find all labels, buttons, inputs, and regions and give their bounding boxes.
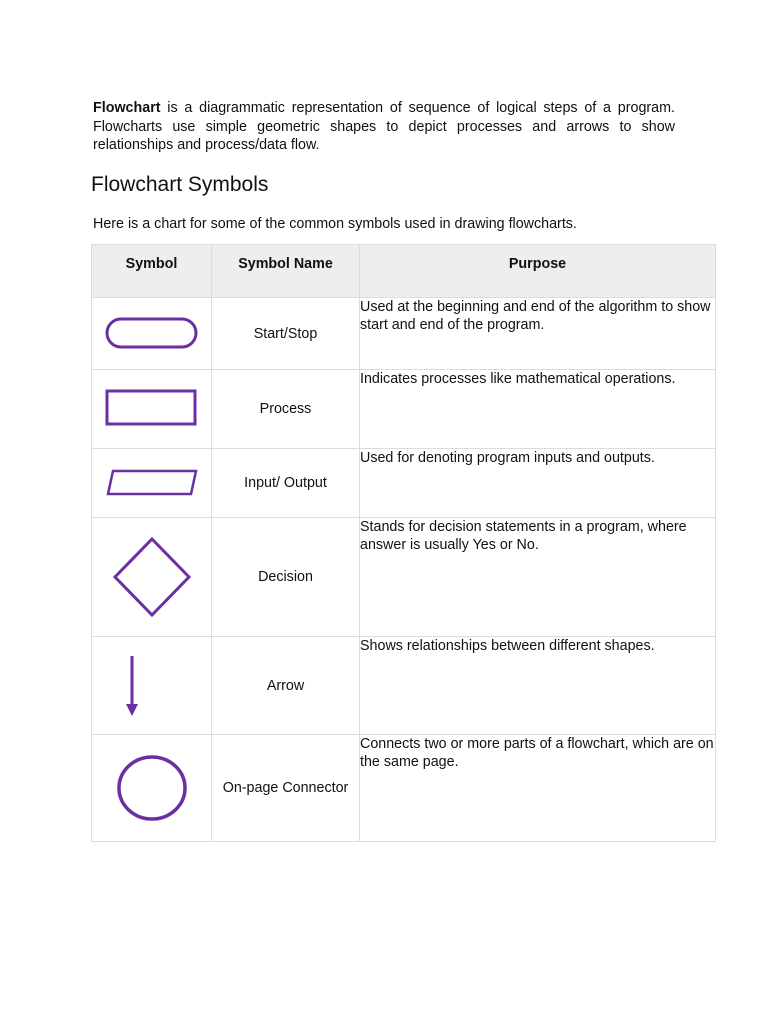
table-row — [92, 449, 716, 518]
symbol-name: Start/Stop — [212, 298, 360, 370]
symbol-name: On-page Connector — [212, 735, 360, 842]
terminator-shape-icon — [105, 317, 199, 351]
diamond-shape-icon — [111, 536, 193, 618]
symbol-purpose: Stands for decision statements in a program, where answer is usually Yes or No. — [360, 518, 716, 637]
symbol-name: Decision — [212, 518, 360, 637]
header-symbol-name: Symbol Name — [212, 245, 360, 298]
rectangle-shape-icon — [105, 389, 199, 429]
table-row — [92, 518, 716, 637]
symbol-name: Process — [212, 370, 360, 449]
table-row — [92, 637, 716, 735]
symbol-cell — [92, 735, 212, 842]
parallelogram-shape-icon — [105, 468, 199, 498]
symbol-purpose: Connects two or more parts of a flowchart, which are on the same page. — [360, 735, 716, 842]
header-symbol: Symbol — [92, 245, 212, 298]
table-header-row — [92, 245, 716, 298]
intro-paragraph — [93, 99, 675, 155]
symbol-cell — [92, 298, 212, 370]
symbol-cell — [92, 637, 212, 735]
lead-text: Here is a chart for some of the common symbols used in drawing flowcharts. — [93, 216, 577, 232]
table-row — [92, 735, 716, 842]
section-heading: Flowchart Symbols — [91, 173, 269, 196]
intro-term: Flowchart — [93, 100, 161, 116]
symbols-table — [91, 244, 716, 842]
table-row — [92, 298, 716, 370]
symbol-name: Input/ Output — [212, 449, 360, 518]
symbol-purpose: Shows relationships between different shapes. — [360, 637, 716, 735]
arrow-down-icon — [122, 654, 142, 718]
symbol-cell — [92, 449, 212, 518]
intro-text: is a diagrammatic representation of sequence of logical steps of a program. Flowcharts use simple geometric shapes to depict processes and arrows to show relationships and process/data flow. — [93, 100, 675, 153]
symbol-purpose: Used for denoting program inputs and outputs. — [360, 449, 716, 518]
symbol-cell — [92, 518, 212, 637]
symbol-cell — [92, 370, 212, 449]
symbol-name: Arrow — [212, 637, 360, 735]
table-row — [92, 370, 716, 449]
circle-shape-icon — [115, 753, 189, 823]
header-purpose: Purpose — [360, 245, 716, 298]
symbol-purpose: Indicates processes like mathematical operations. — [360, 370, 716, 449]
symbol-purpose: Used at the beginning and end of the algorithm to show start and end of the program. — [360, 298, 716, 370]
